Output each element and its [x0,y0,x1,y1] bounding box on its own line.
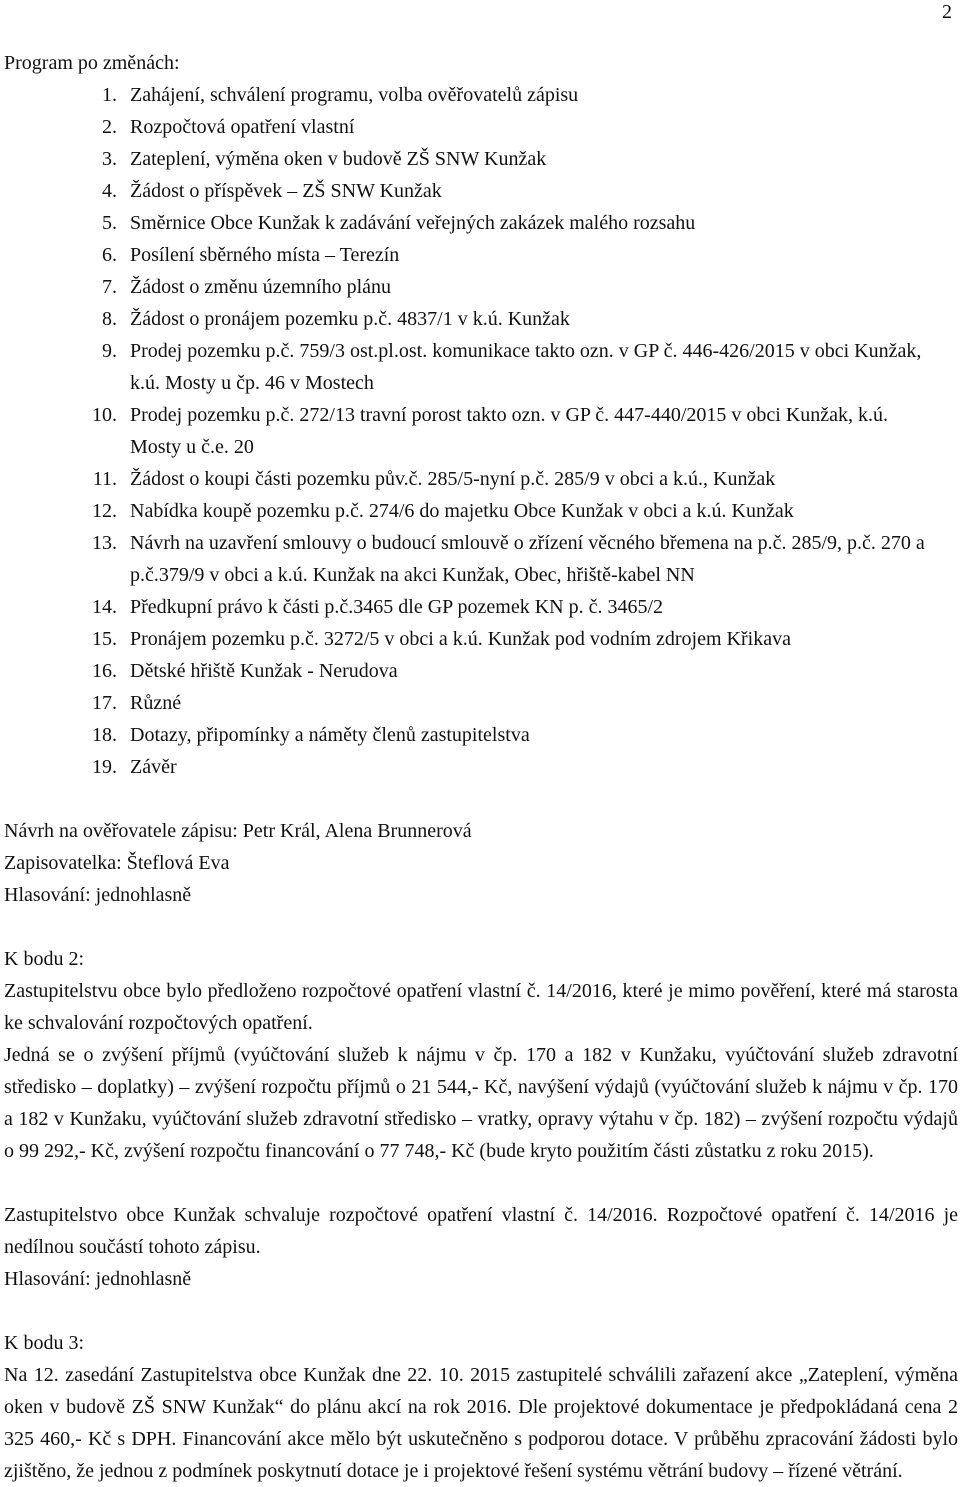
agenda-item-number: 4. [102,180,117,202]
agenda-item-number: 16. [92,660,117,682]
agenda-item-number: 13. [92,532,117,554]
agenda-item-text: Prodej pozemku p.č. 272/13 travní porost takto ozn. v GP č. 447-440/2015 v obci Kunžak, k.ú. Mosty u č.e. 20 [130,404,889,458]
agenda-item [4,495,958,527]
agenda-item-text: Prodej pozemku p.č. 759/3 ost.pl.ost. komunikace takto ozn. v GP č. 446-426/2015 v obci Kunžak, k.ú. Mosty u čp. 46 v Mostech [130,340,922,394]
point-2-paragraph-2: Jedná se o zvýšení příjmů (vyúčtování služeb k nájmu v čp. 170 a 182 v Kunžaku, vyúčtování služeb zdravotní středisko – doplatky) – zvýšení rozpočtu příjmů o 21 544,- Kč, navýšení výdajů (vyúčtování služeb k nájmu v čp. 170 a 182 v Kunžaku, vyúčtování služeb zdravotní středisko – vratky, opravy výtahu v čp. 182) – zvýšení rozpočtu výdajů o 99 292,- Kč, zvýšení rozpočtu financování o 77 748,- Kč (bude kryto použitím části zůstatku z roku 2015). [4,1044,958,1162]
agenda-item [4,239,958,271]
agenda-list [4,79,958,783]
agenda-item-number: 18. [92,724,117,746]
agenda-item-text: Žádost o pronájem pozemku p.č. 4837/1 v k.ú. Kunžak [130,308,570,330]
agenda-item [4,303,958,335]
agenda-item-text: Rozpočtová opatření vlastní [130,116,355,138]
agenda-item-text: Žádost o změnu územního plánu [130,276,392,298]
agenda-item [4,399,958,463]
agenda-item-number: 7. [102,276,117,298]
agenda-item-text: Zateplení, výměna oken v budově ZŠ SNW Kunžak [130,148,547,170]
agenda-item-number: 2. [102,116,117,138]
point-2-section [4,943,958,1167]
agenda-item-number: 15. [92,628,117,650]
agenda-item-number: 12. [92,500,117,522]
agenda-item-number: 19. [92,756,117,778]
agenda-item [4,143,958,175]
point-2-paragraph-1: Zastupitelstvu obce bylo předloženo rozpočtové opatření vlastní č. 14/2016, které je mimo pověření, které má starosta ke schvalování rozpočtových opatření. [4,980,958,1034]
agenda-item-number: 17. [92,692,117,714]
agenda-item-text: Dotazy, připomínky a náměty členů zastupitelstva [130,724,530,746]
agenda-item-text: Návrh na uzavření smlouvy o budoucí smlouvě o zřízení věcného břemena na p.č. 285/9, p.č. 270 a p.č.379/9 v obci a k.ú. Kunžak na akci Kunžak, Obec, hřiště-kabel NN [130,532,925,586]
agenda-item [4,271,958,303]
agenda-item [4,655,958,687]
point-2-resolution-section [4,1199,958,1295]
agenda-item-number: 3. [102,148,117,170]
agenda-item-text: Směrnice Obce Kunžak k zadávání veřejných zakázek malého rozsahu [130,212,696,234]
agenda-item-text: Žádost o příspěvek – ZŠ SNW Kunžak [130,180,442,202]
agenda-item-number: 10. [92,404,117,426]
agenda-item [4,463,958,495]
agenda-item [4,591,958,623]
agenda-item-text: Žádost o koupi části pozemku pův.č. 285/5-nyní p.č. 285/9 v obci a k.ú., Kunžak [130,468,776,490]
agenda-item-number: 8. [102,308,117,330]
agenda-item-number: 1. [102,84,117,106]
recorder-line: Zapisovatelka: Šteflová Eva [4,852,230,874]
agenda-item-text: Dětské hřiště Kunžak - Nerudova [130,660,398,682]
agenda-item-text: Zahájení, schválení programu, volba ověřovatelů zápisu [130,84,579,106]
document-body [4,47,958,1487]
agenda-item [4,175,958,207]
agenda-item-number: 11. [92,468,117,490]
agenda-item [4,751,958,783]
point-2-heading: K bodu 2: [4,948,84,970]
point-2-vote: Hlasování: jednohlasně [4,1268,192,1290]
point-3-heading: K bodu 3: [4,1332,84,1354]
point-3-section [4,1327,958,1487]
agenda-item-text: Pronájem pozemku p.č. 3272/5 v obci a k.ú. Kunžak pod vodním zdrojem Křikava [130,628,791,650]
verification-section [4,815,958,911]
agenda-item [4,207,958,239]
agenda-item-text: Různé [130,692,182,714]
program-heading: Program po změnách: [4,52,180,74]
agenda-item-text: Posílení sběrného místa – Terezín [130,244,400,266]
agenda-item-number: 14. [92,596,117,618]
agenda-item-text: Závěr [130,756,177,778]
verifiers-line: Návrh na ověřovatele zápisu: Petr Král, Alena Brunnerová [4,820,472,842]
agenda-item-number: 9. [102,340,117,362]
agenda-item [4,335,958,399]
point-2-resolution: Zastupitelstvo obce Kunžak schvaluje rozpočtové opatření vlastní č. 14/2016. Rozpočtové opatření č. 14/2016 je nedílnou součástí tohoto zápisu. [4,1204,958,1258]
point-3-paragraph-1: Na 12. zasedání Zastupitelstva obce Kunžak dne 22. 10. 2015 zastupitelé schválili zařazení akce „Zateplení, výměna oken v budově ZŠ SNW Kunžak“ do plánu akcí na rok 2016. Dle projektové dokumentace je předpokládaná cena 2 325 460,- Kč s DPH. Financování akce mělo být uskutečněno s podporou dotace. V průběhu zpracování žádosti bylo zjištěno, že jednou z podmínek poskytnutí dotace je i projektové řešení systému větrání budovy – řízené větrání. [4,1364,958,1482]
agenda-item [4,687,958,719]
agenda-item [4,79,958,111]
agenda-item-text: Předkupní právo k části p.č.3465 dle GP pozemek KN p. č. 3465/2 [130,596,664,618]
agenda-item [4,527,958,591]
agenda-item-text: Nabídka koupě pozemku p.č. 274/6 do majetku Obce Kunžak v obci a k.ú. Kunžak [130,500,794,522]
agenda-item-number: 6. [102,244,117,266]
page-number: 2 [942,1,952,23]
agenda-item [4,111,958,143]
agenda-item-number: 5. [102,212,117,234]
agenda-item [4,719,958,751]
vote-line: Hlasování: jednohlasně [4,884,192,906]
agenda-item [4,623,958,655]
